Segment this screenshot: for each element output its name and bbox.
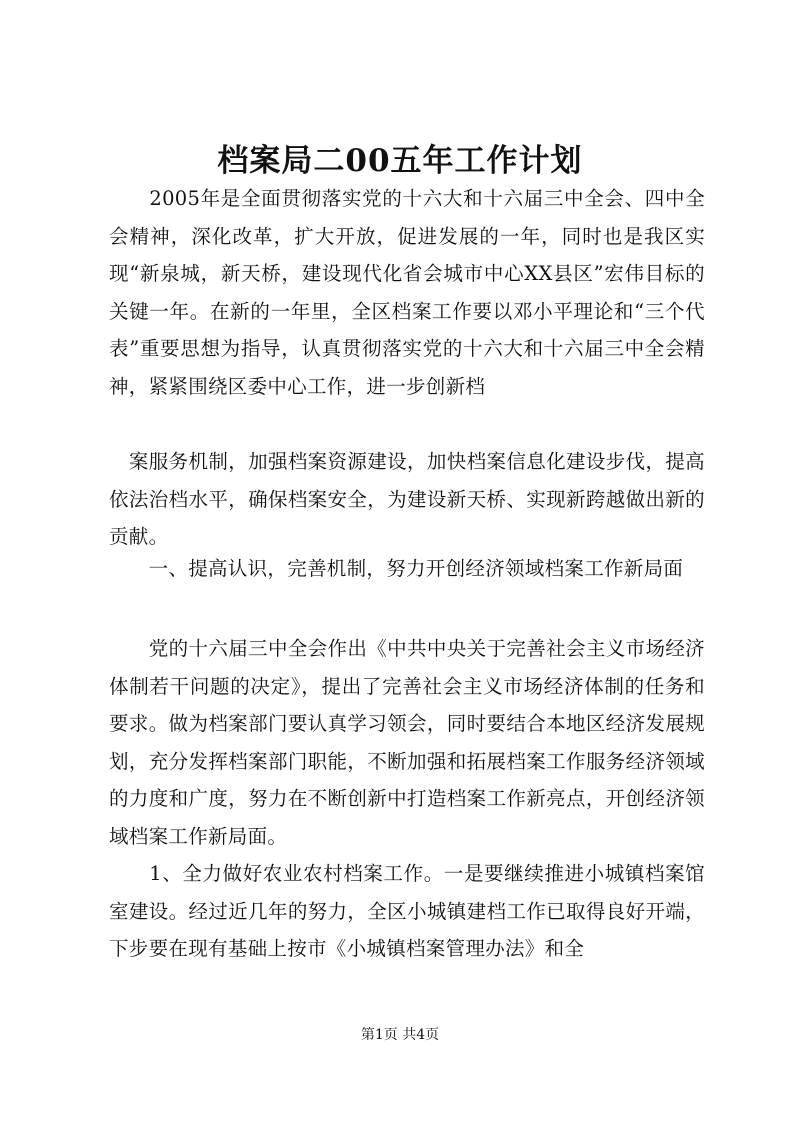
- paragraph-intro-continued: 案服务机制，加强档案资源建设，加快档案信息化建设步伐，提高依法治档水平，确保档案安全，为建设新天桥、实现新跨越做出新的贡献。: [109, 450, 705, 548]
- paragraph-intro: 2005年是全面贯彻落实党的十六大和十六届三中全会、四中全会精神，深化改革，扩大开放，促进发展的一年，同时也是我区实现“新泉城，新天桥，建设现代化省会城市中心XX县区”宏伟目标的关键一年。在新的一年里，全区档案工作要以邓小平理论和“三个代表”重要思想为指导，认真贯彻落实党的十六大和十六届三中全会精神，紧紧围绕区委中心工作，进一步创新档: [109, 187, 705, 398]
- paragraph-section-1: 党的十六届三中全会作出《中共中央关于完善社会主义市场经济体制若干问题的决定》，提出了完善社会主义市场经济体制的任务和要求。做为档案部门要认真学习领会，同时要结合本地区经济发展规划，充分发挥档案部门职能，不断加强和拓展档案工作服务经济领域的力度和广度，努力在不断创新中打造档案工作新亮点，开创经济领域档案工作新局面。: [109, 637, 705, 848]
- document-title: 档案局二00五年工作计划: [217, 143, 583, 179]
- paragraph-item-1: 1、全力做好农业农村档案工作。一是要继续推进小城镇档案馆室建设。经过近几年的努力，全区小城镇建档工作已取得良好开端，下步要在现有基础上按市《小城镇档案管理办法》和全: [109, 862, 705, 960]
- section-heading-1: 一、提高认识，完善机制，努力开创经济领域档案工作新局面: [109, 557, 684, 580]
- page-footer: 第1页 共4页: [360, 1027, 440, 1043]
